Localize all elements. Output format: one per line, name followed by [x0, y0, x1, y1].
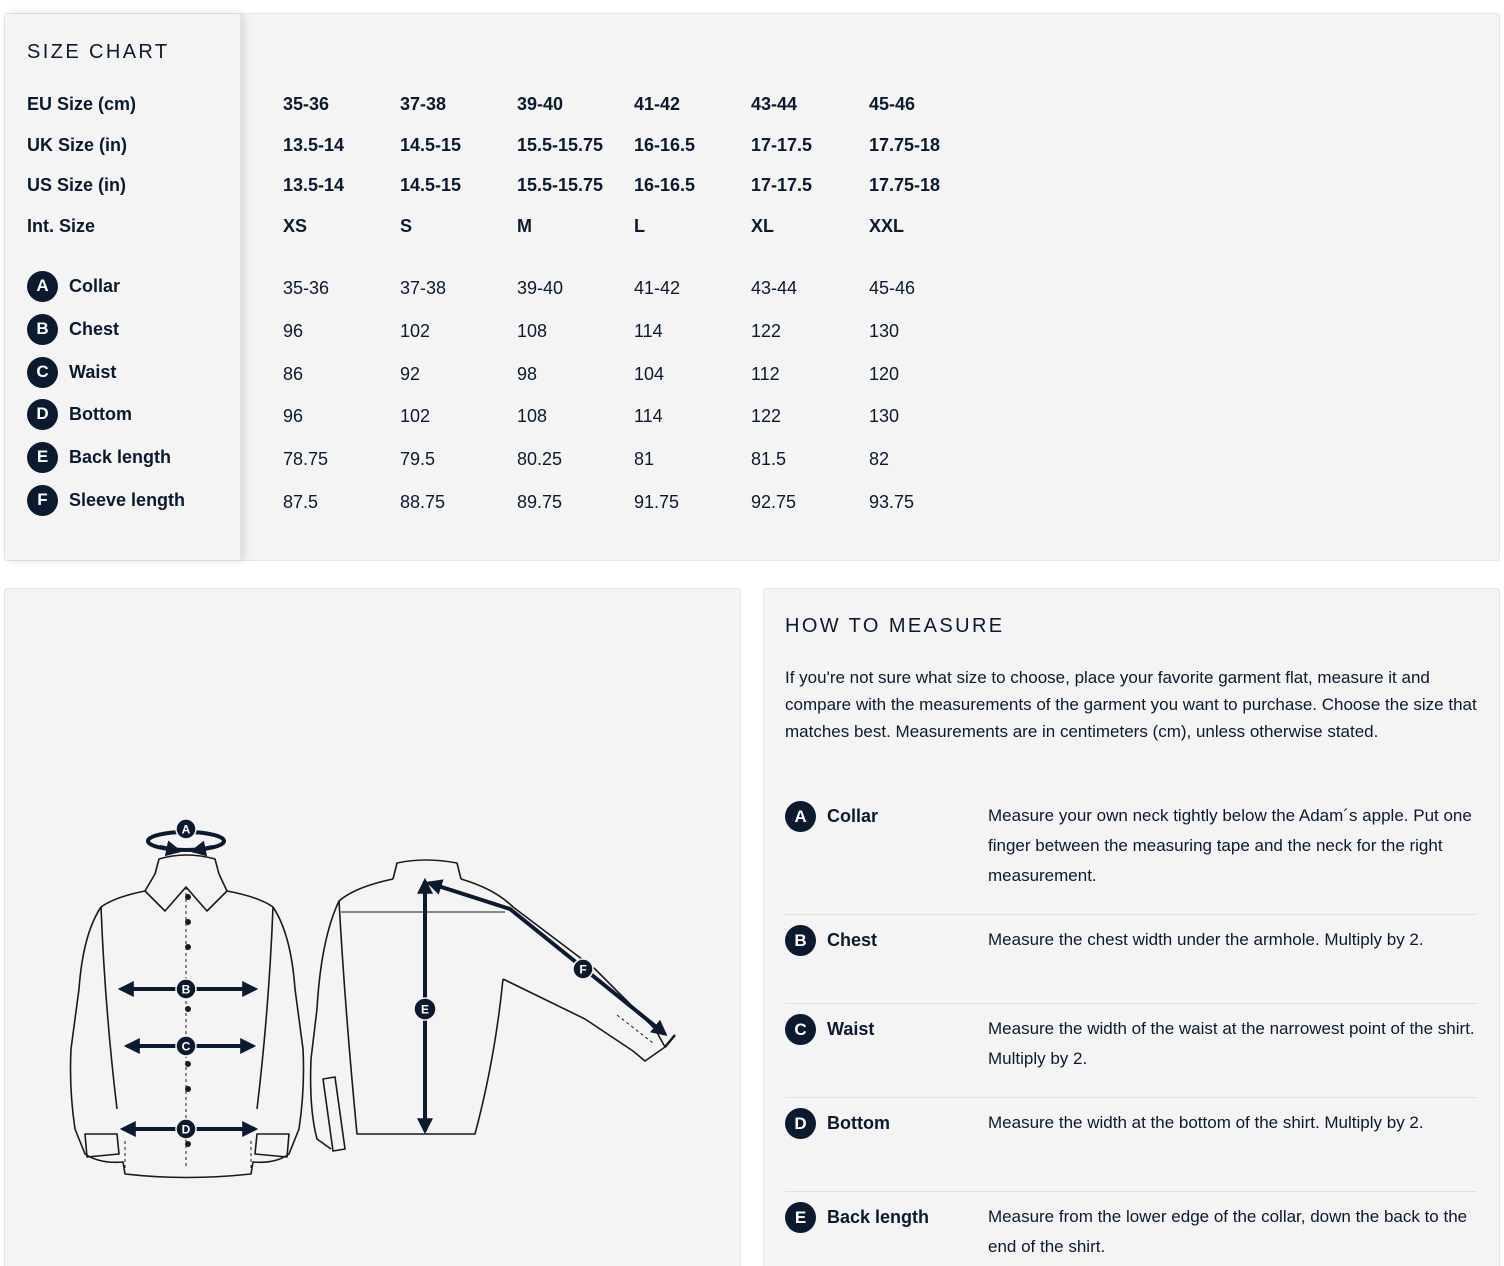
instruction-label [785, 1108, 890, 1139]
how-to-measure-intro: If you're not sure what size to choose, place your favorite garment flat, measure it and compare with the measurements of the garment you want to purchase. Choose the size that matches best. Measurements are in centimeters (cm), unless otherwise stated. [785, 668, 1477, 741]
size-cell: 17-17.5 [751, 175, 813, 195]
measure-instruction-collar [785, 801, 1477, 915]
instruction-label [785, 1202, 929, 1233]
measure-cell: 130 [869, 321, 900, 341]
measure-cell: 122 [751, 321, 782, 341]
measure-cell: 96 [283, 321, 304, 341]
size-cell: 16-16.5 [634, 175, 696, 195]
measure-cell: 108 [517, 321, 548, 341]
marker-letter: D [181, 1122, 191, 1137]
instruction-text: Measure from the lower edge of the collar, down the back to the end of the shirt. [988, 1207, 1468, 1256]
letter-badge: B [27, 314, 58, 345]
measure-cell: 93.75 [869, 492, 915, 512]
measure-cell: 122 [751, 406, 782, 426]
size-cell: 17.75-18 [869, 175, 941, 195]
size-cell: 14.5-15 [400, 135, 462, 155]
measure-instruction-waist [785, 1014, 1477, 1098]
measure-cell: 41-42 [634, 278, 681, 298]
marker-letter: A [181, 822, 191, 837]
size-cell: 35-36 [283, 94, 330, 114]
measure-cell: 130 [869, 406, 900, 426]
marker-e-badge [414, 998, 436, 1020]
marker-b-badge [176, 979, 196, 999]
marker-letter: E [420, 1002, 430, 1017]
instruction-text: Measure the width of the waist at the narrowest point of the shirt. Multiply by 2. [988, 1019, 1475, 1068]
size-cell: XS [283, 216, 308, 236]
measure-cell: 112 [751, 364, 780, 384]
measure-cell: 79.5 [400, 449, 436, 469]
instruction-text: Measure the width at the bottom of the shirt. Multiply by 2. [988, 1113, 1424, 1132]
marker-letter: B [181, 982, 191, 997]
marker-letter: C [181, 1039, 191, 1054]
measure-cell: 80.25 [517, 449, 563, 469]
size-chart-title: SIZE CHART [27, 41, 170, 63]
size-chart-label-column [5, 14, 241, 560]
measure-cell: 92 [400, 364, 421, 384]
measure-cell: 35-36 [283, 278, 330, 298]
size-cell: 43-44 [751, 94, 798, 114]
instruction-label-text: Bottom [827, 1113, 890, 1133]
marker-d-badge [176, 1119, 196, 1139]
measure-row-label [27, 401, 132, 427]
instruction-label [785, 1014, 874, 1045]
how-to-measure-title: HOW TO MEASURE [785, 615, 1005, 637]
size-chart-panel [4, 13, 1500, 561]
marker-c-badge [176, 1036, 196, 1056]
measure-cell: 43-44 [751, 278, 798, 298]
letter-badge: A [27, 271, 58, 302]
size-row-label: UK Size (in) [27, 134, 128, 155]
marker-letter: F [579, 962, 587, 977]
size-cell: L [634, 216, 645, 236]
letter-badge: B [785, 925, 816, 956]
measure-label-text: Back length [69, 446, 172, 467]
measure-cell: 114 [634, 321, 663, 341]
instruction-text: Measure the chest width under the armhole. Multiply by 2. [988, 930, 1424, 949]
size-cell: 14.5-15 [400, 175, 462, 195]
size-cell: XXL [869, 216, 905, 236]
letter-badge: C [27, 357, 58, 388]
size-cell: 15.5-15.75 [517, 175, 604, 195]
size-cell: 13.5-14 [283, 135, 345, 155]
measure-cell: 104 [634, 364, 665, 384]
measure-cell: 98 [517, 364, 538, 384]
measure-cell: 37-38 [400, 278, 447, 298]
size-cell: S [400, 216, 413, 236]
size-cell: 15.5-15.75 [517, 135, 604, 155]
measure-label-text: Waist [69, 361, 117, 382]
measure-cell: 87.5 [283, 492, 319, 512]
measure-cell: 91.75 [634, 492, 680, 512]
measure-cell: 88.75 [400, 492, 446, 512]
measure-row-label [27, 273, 120, 299]
measure-cell: 92.75 [751, 492, 797, 512]
measure-label-text: Sleeve length [69, 489, 186, 510]
instruction-label [785, 925, 877, 956]
measure-cell: 120 [869, 364, 900, 384]
measure-cell: 78.75 [283, 449, 329, 469]
shirt-illustration-panel [4, 588, 741, 1266]
instruction-label-text: Chest [827, 930, 878, 950]
measure-instruction-chest [785, 925, 1477, 1004]
measure-row-label [27, 444, 171, 470]
measure-row-label [27, 316, 119, 342]
letter-badge: D [27, 399, 58, 430]
measure-cell: 81 [634, 449, 655, 469]
size-cell: 17.75-18 [869, 135, 941, 155]
measure-cell: 102 [400, 406, 431, 426]
measure-label-text: Bottom [69, 403, 132, 424]
size-cell: 17-17.5 [751, 135, 813, 155]
size-cell: 45-46 [869, 94, 916, 114]
letter-badge: F [27, 485, 58, 516]
size-row-label: US Size (in) [27, 174, 127, 195]
measure-cell: 82 [869, 449, 890, 469]
instruction-label-text: Back length [827, 1207, 930, 1227]
size-cell: 37-38 [400, 94, 447, 114]
measure-row-label [27, 487, 185, 513]
measure-cell: 114 [634, 406, 663, 426]
marker-f-badge [573, 959, 593, 979]
size-cell: M [517, 216, 532, 236]
measure-cell: 96 [283, 406, 304, 426]
size-cell: 13.5-14 [283, 175, 345, 195]
measure-instruction-bottom [785, 1108, 1477, 1192]
how-to-measure-panel [763, 588, 1500, 1266]
marker-a-badge [176, 819, 196, 839]
instruction-text: Measure your own neck tightly below the Adam´s apple. Put one finger between the measuring tape and the neck for the right measurement. [988, 806, 1472, 885]
size-cell: XL [751, 216, 775, 236]
measure-cell: 81.5 [751, 449, 787, 469]
shirt-diagram [5, 589, 742, 1266]
instruction-label-text: Waist [827, 1019, 875, 1039]
measure-label-text: Chest [69, 318, 120, 339]
size-cell: 16-16.5 [634, 135, 696, 155]
sleeve-length-arrow [429, 883, 665, 1034]
measure-cell: 45-46 [869, 278, 916, 298]
instruction-label-text: Collar [827, 806, 879, 826]
letter-badge: E [27, 442, 58, 473]
letter-badge: E [785, 1202, 816, 1233]
measure-row-label [27, 359, 116, 385]
measure-cell: 89.75 [517, 492, 563, 512]
size-row-label: Int. Size [27, 215, 96, 236]
size-cell: 39-40 [517, 94, 564, 114]
letter-badge: A [785, 801, 816, 832]
measure-cell: 102 [400, 321, 431, 341]
measure-instruction-back-length [785, 1202, 1477, 1266]
letter-badge: C [785, 1014, 816, 1045]
measure-cell: 108 [517, 406, 548, 426]
measure-cell: 39-40 [517, 278, 564, 298]
size-row-label: EU Size (cm) [27, 93, 137, 114]
instruction-label [785, 801, 878, 832]
letter-badge: D [785, 1108, 816, 1139]
measure-label-text: Collar [69, 275, 121, 296]
measure-cell: 86 [283, 364, 304, 384]
size-cell: 41-42 [634, 94, 681, 114]
